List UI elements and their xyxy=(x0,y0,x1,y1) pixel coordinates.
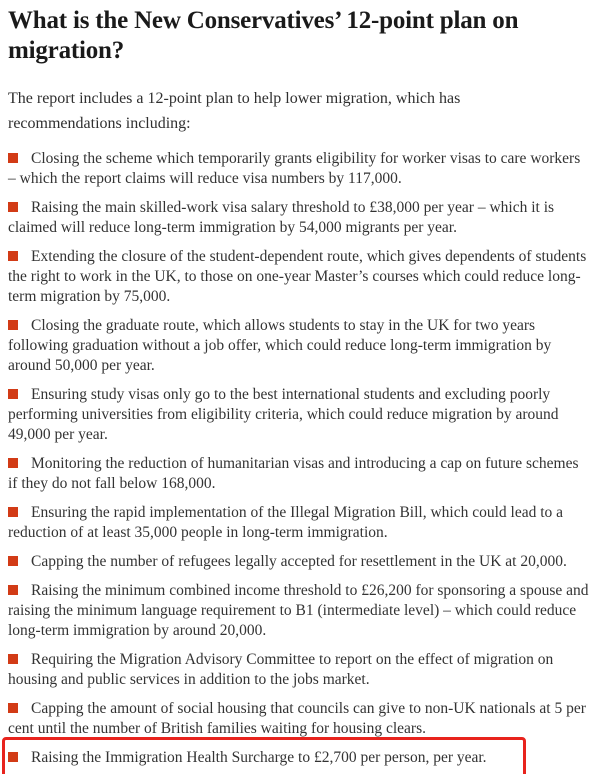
list-item-text: Capping the number of refugees legally accepted for resettlement in the UK at 20,000. xyxy=(31,553,567,570)
list-item-text: Raising the minimum combined income threshold to £26,200 for sponsoring a spouse and raising the minimum language requirement to B1 (intermediate level) – which could reduce long-term immigration by around 20,000. xyxy=(8,582,589,639)
bullet-square-icon xyxy=(8,507,18,517)
list-item xyxy=(8,552,590,572)
list-item-text: Ensuring the rapid implementation of the Illegal Migration Bill, which could lead to a reduction of at least 35,000 people in long-term immigration. xyxy=(8,504,564,541)
bullet-square-icon xyxy=(8,703,18,713)
list-item-text: Closing the scheme which temporarily grants eligibility for worker visas to care workers – which the report claims will reduce visa numbers by 117,000. xyxy=(8,150,581,187)
bullet-list xyxy=(8,149,590,768)
list-item-text: Requiring the Migration Advisory Committee to report on the effect of migration on housing and public services in addition to the jobs market. xyxy=(8,651,554,688)
list-item xyxy=(8,454,590,494)
list-item-highlighted xyxy=(8,748,590,768)
bullet-square-icon xyxy=(8,153,18,163)
list-item xyxy=(8,699,590,739)
list-item-text: Raising the Immigration Health Surcharge to £2,700 per person, per year. xyxy=(31,749,487,766)
list-item-text: Extending the closure of the student-dependent route, which gives dependents of students the right to work in the UK, to those on one-year Master’s courses which could reduce long-term migration by 75,000. xyxy=(8,248,587,305)
list-item xyxy=(8,503,590,543)
list-item xyxy=(8,385,590,445)
page-title: What is the New Conservatives’ 12-point plan on migration? xyxy=(8,7,519,64)
list-item-text: Raising the main skilled-work visa salary threshold to £38,000 per year – which it is claimed will reduce long-term immigration by 54,000 migrants per year. xyxy=(8,199,555,236)
bullet-square-icon xyxy=(8,585,18,595)
list-item-text: Monitoring the reduction of humanitarian visas and introducing a cap on future schemes if they do not fall below 168,000. xyxy=(8,455,579,492)
list-item-text: Ensuring study visas only go to the best international students and excluding poorly performing universities from eligibility criteria, which could reduce migration by around 49,000 per year. xyxy=(8,386,559,443)
list-item xyxy=(8,316,590,376)
list-item xyxy=(8,198,590,238)
bullet-square-icon xyxy=(8,320,18,330)
bullet-square-icon xyxy=(8,556,18,566)
bullet-square-icon xyxy=(8,458,18,468)
bullet-square-icon xyxy=(8,202,18,212)
list-item-text: Closing the graduate route, which allows students to stay in the UK for two years following graduation without a job offer, which could reduce long-term immigration by around 50,000 per year. xyxy=(8,317,552,374)
bullet-square-icon xyxy=(8,654,18,664)
list-item xyxy=(8,247,590,307)
list-item xyxy=(8,581,590,641)
list-item-text: Capping the amount of social housing that councils can give to non-UK nationals at 5 per cent until the number of British families waiting for housing clears. xyxy=(8,700,586,737)
bullet-square-icon xyxy=(8,389,18,399)
intro-paragraph: The report includes a 12-point plan to help lower migration, which has recommendations including: xyxy=(8,90,461,132)
bullet-square-icon xyxy=(8,251,18,261)
list-item xyxy=(8,650,590,690)
bullet-square-icon xyxy=(8,752,18,762)
list-item xyxy=(8,149,590,189)
